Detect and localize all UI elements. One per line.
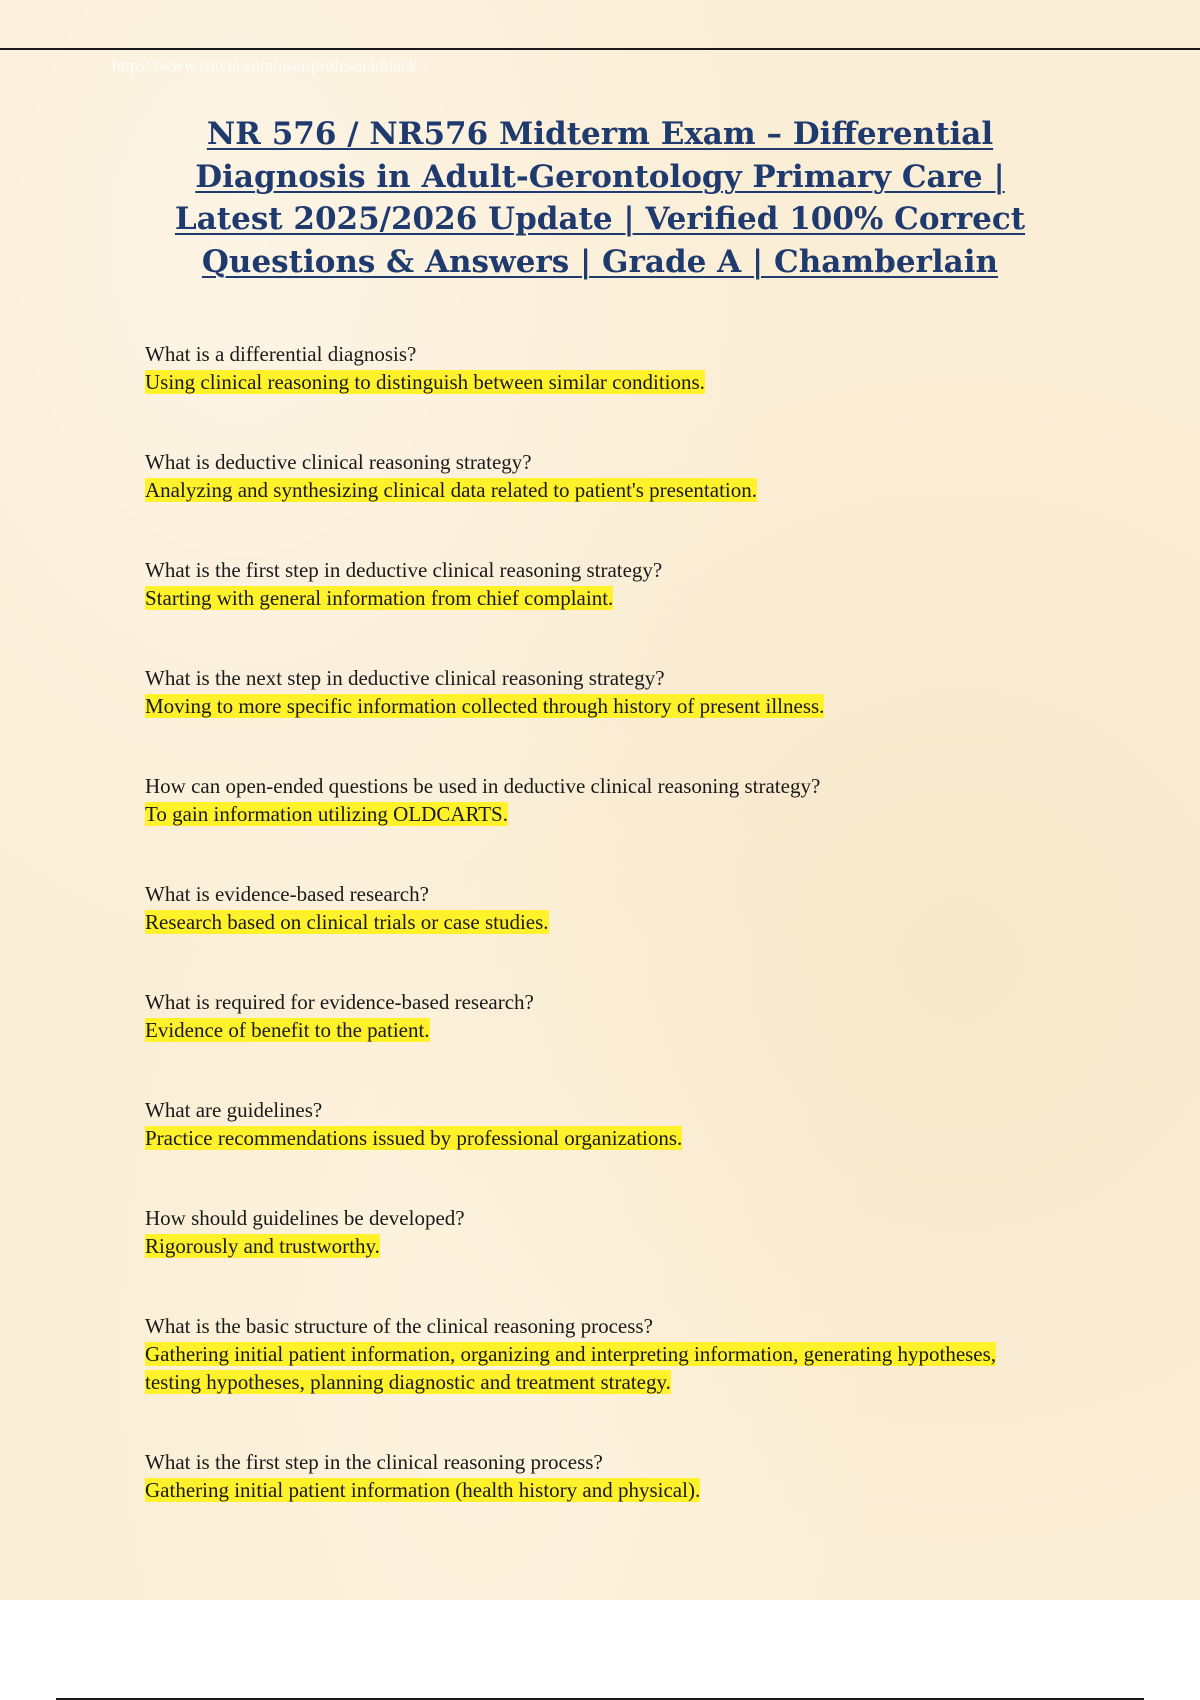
answer-highlight: Gathering initial patient information, organizing and interpreting information, generating hypotheses, testing hypotheses, planning diagnostic and treatment strategy. <box>145 1342 997 1394</box>
question-text: What is evidence-based research? <box>145 882 429 906</box>
header-rule <box>0 48 1200 50</box>
question-text: What is a differential diagnosis? <box>145 342 417 366</box>
answer-highlight: Evidence of benefit to the patient. <box>145 1018 430 1042</box>
question-text: How should guidelines be developed? <box>145 1206 465 1230</box>
answer-highlight: Gathering initial patient information (health history and physical). <box>145 1478 701 1502</box>
qa-item <box>145 1312 1045 1396</box>
qa-item <box>145 1448 1045 1504</box>
answer-highlight: Research based on clinical trials or case studies. <box>145 910 549 934</box>
question-text: What is the next step in deductive clinical reasoning strategy? <box>145 666 665 690</box>
answer-highlight: Using clinical reasoning to distinguish between similar conditions. <box>145 370 705 394</box>
watermark-link[interactable]: https://www.stuvia.com/user/profesoradilack <box>112 56 417 75</box>
question-text: What is the first step in deductive clinical reasoning strategy? <box>145 558 663 582</box>
qa-item <box>145 340 1045 396</box>
qa-item <box>145 880 1045 936</box>
answer-highlight: Rigorously and trustworthy. <box>145 1234 380 1258</box>
answer-highlight: Starting with general information from chief complaint. <box>145 586 614 610</box>
answer-highlight: To gain information utilizing OLDCARTS. <box>145 802 508 826</box>
qa-item <box>145 556 1045 612</box>
answer-highlight: Analyzing and synthesizing clinical data related to patient's presentation. <box>145 478 758 502</box>
qa-item <box>145 664 1045 720</box>
question-text: What is deductive clinical reasoning strategy? <box>145 450 532 474</box>
question-text: What are guidelines? <box>145 1098 323 1122</box>
answer-highlight: Practice recommendations issued by professional organizations. <box>145 1126 683 1150</box>
question-text: What is required for evidence-based research? <box>145 990 534 1014</box>
qa-item <box>145 1204 1045 1260</box>
qa-item <box>145 772 1045 828</box>
question-text: What is the first step in the clinical reasoning process? <box>145 1450 603 1474</box>
qa-item <box>145 988 1045 1044</box>
question-text: How can open-ended questions be used in deductive clinical reasoning strategy? <box>145 774 821 798</box>
answer-highlight: Moving to more specific information collected through history of present illness. <box>145 694 825 718</box>
document-title: NR 576 / NR576 Midterm Exam – Differential Diagnosis in Adult-Gerontology Primary Care | Latest 2025/2026 Update | Verified 100% Correct Questions & Answers | Grade A | Chamberlain <box>174 116 1026 280</box>
qa-item <box>145 448 1045 504</box>
qa-list <box>145 340 1045 1556</box>
qa-item <box>145 1096 1045 1152</box>
question-text: What is the basic structure of the clinical reasoning process? <box>145 1314 653 1338</box>
